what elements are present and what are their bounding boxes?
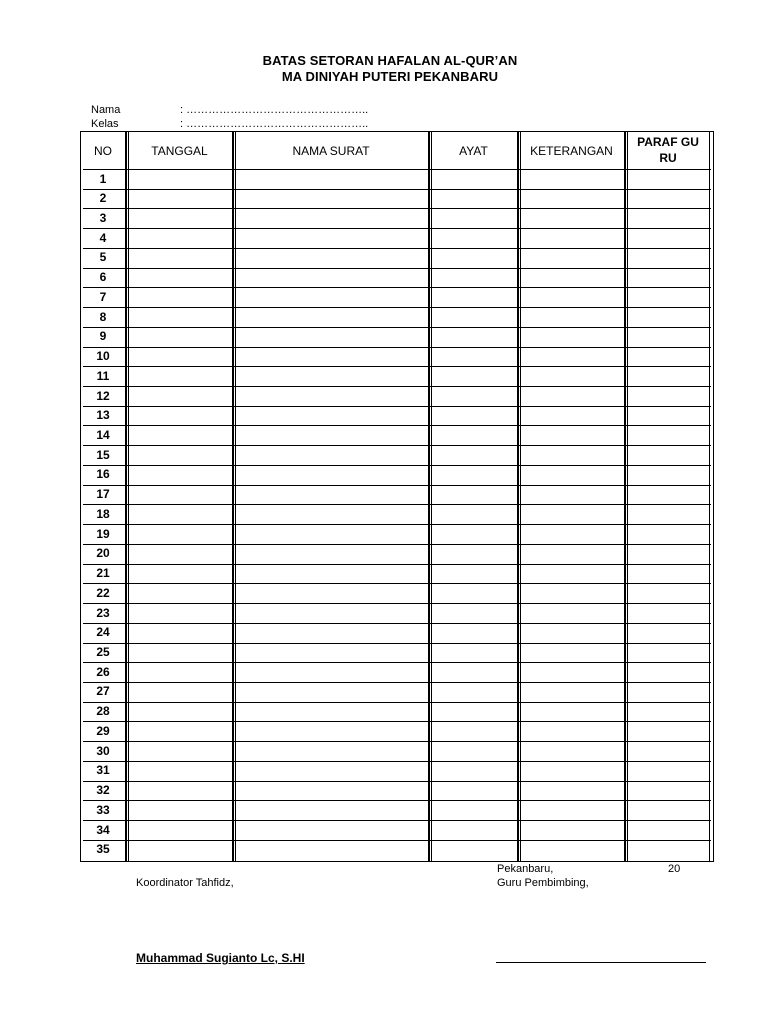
row-number: 20 <box>96 546 110 561</box>
row-number: 10 <box>96 349 110 364</box>
row-number: 27 <box>96 684 110 699</box>
row-number: 22 <box>96 585 110 600</box>
column-divider <box>128 132 129 861</box>
row-number: 3 <box>99 210 107 225</box>
row-number: 14 <box>96 427 110 442</box>
column-divider <box>431 132 432 861</box>
row-number: 24 <box>96 625 110 640</box>
nama-label: Nama <box>91 104 121 116</box>
row-divider <box>83 682 711 683</box>
year-label: 20 <box>668 863 681 875</box>
hafalan-table <box>80 131 714 862</box>
col-header-tanggal: TANGGAL <box>151 143 208 158</box>
row-divider <box>83 820 711 821</box>
row-number: 32 <box>96 783 110 798</box>
row-divider <box>83 564 711 565</box>
row-number: 18 <box>96 506 110 521</box>
row-number: 21 <box>96 566 110 581</box>
row-divider <box>83 840 711 841</box>
col-header-no: NO <box>94 143 112 158</box>
row-divider <box>83 445 711 446</box>
row-number: 13 <box>96 408 110 423</box>
row-divider <box>83 347 711 348</box>
column-divider <box>125 132 127 861</box>
row-number: 28 <box>96 704 110 719</box>
row-number: 17 <box>96 487 110 502</box>
row-number: 23 <box>96 605 110 620</box>
row-divider <box>83 662 711 663</box>
document-title: BATAS SETORAN HAFALAN AL-QUR’AN <box>262 53 518 68</box>
row-divider <box>83 386 711 387</box>
row-divider <box>83 702 711 703</box>
row-number: 12 <box>96 388 110 403</box>
row-divider <box>83 721 711 722</box>
column-divider <box>517 132 519 861</box>
row-number: 25 <box>96 645 110 660</box>
nama-value: : ………………………………………….. <box>180 104 369 116</box>
header-divider <box>83 169 711 170</box>
place-label: Pekanbaru, <box>497 863 554 875</box>
row-divider <box>83 504 711 505</box>
row-number: 33 <box>96 802 110 817</box>
kelas-value: : ………………………………………….. <box>180 118 369 130</box>
row-number: 9 <box>99 329 107 344</box>
col-header-paraf-line2: RU <box>659 151 677 165</box>
nama-field <box>91 104 368 117</box>
row-divider <box>83 544 711 545</box>
row-divider <box>83 248 711 249</box>
row-divider <box>83 643 711 644</box>
kelas-label: Kelas <box>91 118 119 130</box>
row-number: 5 <box>99 250 107 265</box>
row-divider <box>83 189 711 190</box>
koordinator-label: Koordinator Tahfidz, <box>136 877 234 889</box>
row-number: 35 <box>96 842 110 857</box>
col-header-keterangan: KETERANGAN <box>530 143 613 158</box>
row-number: 7 <box>99 289 107 304</box>
row-divider <box>83 228 711 229</box>
row-number: 26 <box>96 664 110 679</box>
row-number: 6 <box>99 270 107 285</box>
guru-signature-line <box>496 962 706 963</box>
col-header-paraf-line1: PARAF GU <box>637 135 699 149</box>
col-header-nama-surat: NAMA SURAT <box>292 143 370 158</box>
row-number: 29 <box>96 723 110 738</box>
row-number: 16 <box>96 467 110 482</box>
row-divider <box>83 425 711 426</box>
row-number: 15 <box>96 447 110 462</box>
row-divider <box>83 307 711 308</box>
row-divider <box>83 761 711 762</box>
guru-pembimbing-label: Guru Pembimbing, <box>497 877 589 889</box>
column-divider <box>235 132 236 861</box>
row-number: 31 <box>96 763 110 778</box>
row-divider <box>83 485 711 486</box>
row-divider <box>83 781 711 782</box>
row-divider <box>83 623 711 624</box>
row-divider <box>83 583 711 584</box>
row-divider <box>83 327 711 328</box>
table-bottom-line <box>83 861 711 862</box>
row-number: 8 <box>99 309 107 324</box>
row-number: 2 <box>99 191 107 206</box>
row-divider <box>83 287 711 288</box>
document-subtitle: MA DINIYAH PUTERI PEKANBARU <box>281 69 499 84</box>
column-divider <box>627 132 628 861</box>
row-divider <box>83 406 711 407</box>
row-number: 4 <box>99 230 107 245</box>
row-number: 30 <box>96 743 110 758</box>
row-divider <box>83 741 711 742</box>
col-header-paraf-guru <box>626 132 710 171</box>
row-divider <box>83 208 711 209</box>
column-divider <box>232 132 234 861</box>
row-divider <box>83 366 711 367</box>
row-divider <box>83 524 711 525</box>
row-divider <box>83 800 711 801</box>
column-divider <box>624 132 626 861</box>
row-number: 1 <box>99 171 107 186</box>
row-number: 11 <box>96 368 110 383</box>
column-divider <box>428 132 430 861</box>
row-divider <box>83 268 711 269</box>
col-header-ayat: AYAT <box>459 143 488 158</box>
row-number: 19 <box>96 526 110 541</box>
kelas-field <box>91 118 368 131</box>
row-divider <box>83 603 711 604</box>
column-divider <box>520 132 521 861</box>
row-divider <box>83 465 711 466</box>
column-divider <box>709 132 710 861</box>
koordinator-signatory: Muhammad Sugianto Lc, S.HI <box>136 951 305 965</box>
row-number: 34 <box>96 822 110 837</box>
